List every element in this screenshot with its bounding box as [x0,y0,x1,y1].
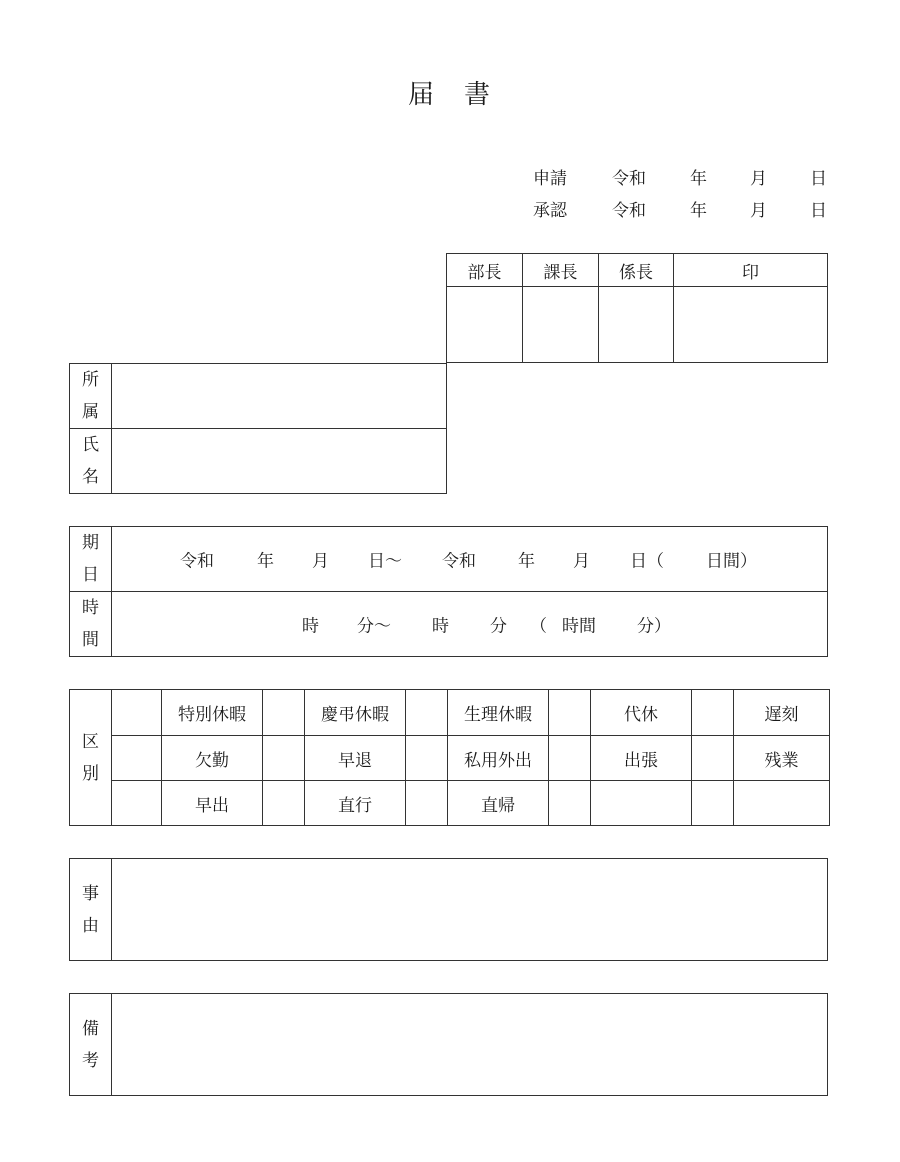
period-table [69,526,828,657]
stamp-box-seal[interactable] [674,287,828,363]
approve-date-row [0,196,900,220]
time-field[interactable] [112,592,828,657]
applicant-table [69,363,447,494]
stamp-box-supervisor[interactable] [599,287,674,363]
approve-label: 承認 [533,201,567,221]
category-checkbox[interactable] [692,736,734,781]
apply-day[interactable]: 日 [810,169,827,189]
affiliation-label: 所 属 [70,364,112,429]
stamp-box-manager[interactable] [447,287,523,363]
category-option: 生理休暇 [448,690,549,736]
time-hour-start: 時 [302,616,319,637]
name-field[interactable] [112,429,447,494]
category-checkbox[interactable] [406,736,448,781]
category-checkbox[interactable] [549,736,591,781]
category-checkbox[interactable] [263,736,305,781]
category-option: 直行 [305,781,406,826]
period-month-end: 月 [573,551,590,572]
category-option: 直帰 [448,781,549,826]
category-checkbox[interactable] [549,781,591,826]
category-checkbox[interactable] [406,781,448,826]
stamp-box-section-chief[interactable] [523,287,599,363]
category-table [69,689,830,826]
category-option: 早出 [162,781,263,826]
apply-label: 申請 [533,169,567,189]
time-label: 時 間 [70,592,112,657]
category-option: 遅刻 [734,690,830,736]
remarks-label: 備 考 [70,994,112,1096]
category-checkbox[interactable] [406,690,448,736]
category-option: 代休 [591,690,692,736]
period-day-start: 日〜 [368,551,402,572]
category-option: 私用外出 [448,736,549,781]
time-minutes: 分） [637,616,671,637]
category-checkbox[interactable] [549,690,591,736]
reason-label: 事 由 [70,859,112,961]
time-hour-end: 時 [432,616,449,637]
category-option [734,781,830,826]
period-year-end: 年 [518,551,535,572]
apply-date-row [0,164,900,188]
category-option: 出張 [591,736,692,781]
stamp-header-manager: 部長 [447,254,523,287]
category-option: 特別休暇 [162,690,263,736]
approve-day[interactable]: 日 [810,201,827,221]
category-checkbox[interactable] [692,690,734,736]
apply-year[interactable]: 年 [690,169,707,189]
period-label: 期 日 [70,527,112,592]
reason-field[interactable] [112,859,828,961]
category-checkbox[interactable] [112,736,162,781]
category-option: 早退 [305,736,406,781]
remarks-table [69,993,828,1096]
category-checkbox[interactable] [112,690,162,736]
time-minute-start: 分〜 [357,616,391,637]
category-label: 区 別 [70,690,112,826]
category-option: 慶弔休暇 [305,690,406,736]
name-label: 氏 名 [70,429,112,494]
period-field[interactable] [112,527,828,592]
stamp-header-supervisor: 係長 [599,254,674,287]
category-checkbox[interactable] [263,690,305,736]
approve-era: 令和 [612,201,646,221]
time-hours: 時間 [562,616,596,637]
category-checkbox[interactable] [692,781,734,826]
period-days: 日間） [706,551,757,572]
category-option: 残業 [734,736,830,781]
category-checkbox[interactable] [263,781,305,826]
apply-era: 令和 [612,169,646,189]
document-title: 届 書 [407,80,492,110]
stamp-header-seal: 印 [674,254,828,287]
approve-month[interactable]: 月 [750,201,767,221]
period-era-end: 令和 [442,551,476,572]
time-paren-open: （ [530,616,547,637]
approve-year[interactable]: 年 [690,201,707,221]
affiliation-field[interactable] [112,364,447,429]
remarks-field[interactable] [112,994,828,1096]
apply-month[interactable]: 月 [750,169,767,189]
period-day-end: 日（ [630,551,664,572]
category-checkbox[interactable] [112,781,162,826]
period-year-start: 年 [257,551,274,572]
time-minute-end: 分 [490,616,507,637]
approval-stamp-table [446,253,828,363]
category-option: 欠勤 [162,736,263,781]
category-option [591,781,692,826]
reason-table [69,858,828,961]
period-month-start: 月 [312,551,329,572]
period-era-start: 令和 [180,551,214,572]
stamp-header-section-chief: 課長 [523,254,599,287]
